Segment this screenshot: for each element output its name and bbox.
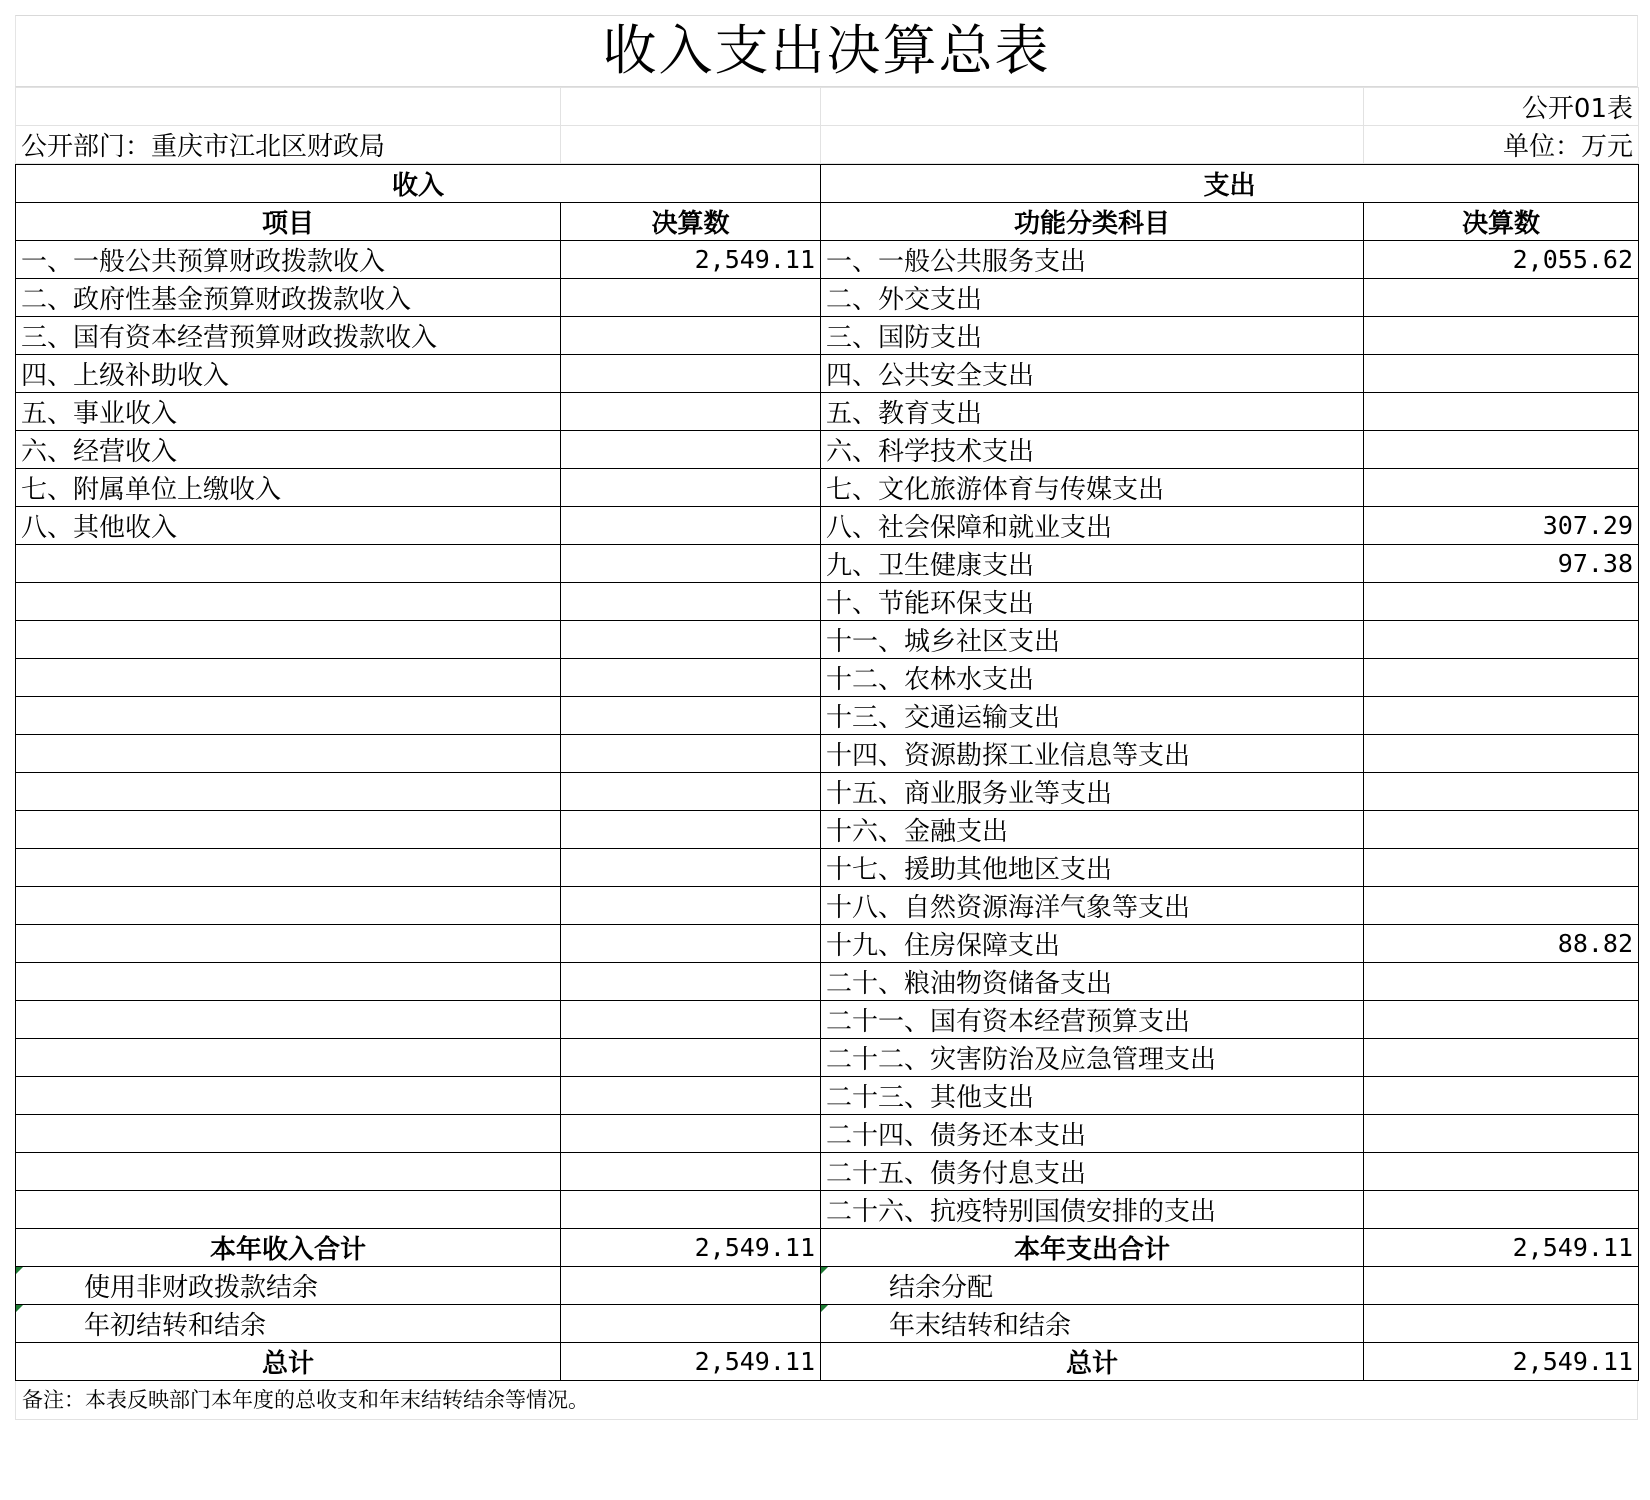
income-item-cell[interactable] — [16, 1115, 561, 1153]
income-amount-cell[interactable] — [561, 1153, 821, 1191]
income-item-cell[interactable]: 五、事业收入 — [16, 393, 561, 431]
expense-amount-cell[interactable] — [1364, 1153, 1639, 1191]
income-item-cell[interactable]: 四、上级补助收入 — [16, 355, 561, 393]
sheet-title: 收入支出决算总表 — [15, 15, 1638, 87]
income-amount-cell[interactable] — [561, 735, 821, 773]
expense-extra-amount[interactable] — [1364, 1305, 1639, 1343]
income-item-cell[interactable] — [16, 735, 561, 773]
income-subtotal-label: 本年收入合计 — [16, 1229, 561, 1267]
expense-item-cell[interactable]: 九、卫生健康支出 — [821, 545, 1364, 583]
expense-item-cell[interactable]: 一、一般公共服务支出 — [821, 241, 1364, 279]
income-item-cell[interactable] — [16, 773, 561, 811]
total-row — [16, 1343, 1639, 1381]
expense-amount-cell[interactable] — [1364, 317, 1639, 355]
expense-item-cell[interactable]: 十三、交通运输支出 — [821, 697, 1364, 735]
income-item-cell[interactable] — [16, 697, 561, 735]
expense-item-cell[interactable]: 六、科学技术支出 — [821, 431, 1364, 469]
income-item-cell[interactable]: 七、附属单位上缴收入 — [16, 469, 561, 507]
expense-amount-cell[interactable] — [1364, 583, 1639, 621]
table-row — [16, 317, 1639, 355]
income-amount-cell[interactable] — [561, 1039, 821, 1077]
table-row — [16, 507, 1639, 545]
income-amount-cell[interactable] — [561, 773, 821, 811]
meta-cell — [821, 88, 1364, 126]
expense-amount-cell[interactable] — [1364, 279, 1639, 317]
income-total-amount[interactable]: 2,549.11 — [561, 1343, 821, 1381]
table-row — [16, 355, 1639, 393]
meta-cell — [16, 88, 561, 126]
expense-amount-cell[interactable] — [1364, 811, 1639, 849]
table-row — [16, 925, 1639, 963]
expense-amount-cell[interactable] — [1364, 1039, 1639, 1077]
expense-item-cell[interactable]: 八、社会保障和就业支出 — [821, 507, 1364, 545]
table-row — [16, 1039, 1639, 1077]
income-amount-cell[interactable] — [561, 925, 821, 963]
income-item-cell[interactable] — [16, 811, 561, 849]
income-item-cell[interactable] — [16, 1039, 561, 1077]
table-row — [16, 659, 1639, 697]
table-row — [16, 1153, 1639, 1191]
income-amount-cell[interactable] — [561, 1191, 821, 1229]
expense-item-cell[interactable]: 十四、资源勘探工业信息等支出 — [821, 735, 1364, 773]
income-item-cell[interactable] — [16, 659, 561, 697]
expense-header: 支出 — [821, 165, 1639, 203]
income-amount-cell[interactable] — [561, 621, 821, 659]
expense-amount-cell[interactable] — [1364, 1077, 1639, 1115]
expense-amount-cell[interactable] — [1364, 735, 1639, 773]
expense-item-cell[interactable]: 二十六、抗疫特别国债安排的支出 — [821, 1191, 1364, 1229]
comment-marker-icon — [821, 1267, 828, 1274]
expense-amount-cell[interactable] — [1364, 697, 1639, 735]
expense-item-cell[interactable]: 三、国防支出 — [821, 317, 1364, 355]
expense-amount-cell[interactable]: 88.82 — [1364, 925, 1639, 963]
income-item-cell[interactable] — [16, 1001, 561, 1039]
meta-cell — [821, 126, 1364, 164]
income-amount-cell[interactable] — [561, 469, 821, 507]
table-row — [16, 545, 1639, 583]
expense-amount-cell[interactable]: 307.29 — [1364, 507, 1639, 545]
expense-item-cell[interactable]: 二十五、债务付息支出 — [821, 1153, 1364, 1191]
income-item-cell[interactable] — [16, 963, 561, 1001]
comment-marker-icon — [16, 1267, 23, 1274]
income-amount-cell[interactable] — [561, 431, 821, 469]
income-amount-cell[interactable] — [561, 583, 821, 621]
income-item-cell[interactable] — [16, 1077, 561, 1115]
income-item-cell[interactable] — [16, 925, 561, 963]
income-amount-cell[interactable] — [561, 317, 821, 355]
expense-amount-cell[interactable] — [1364, 393, 1639, 431]
income-amount-cell[interactable] — [561, 811, 821, 849]
extra-row — [16, 1267, 1639, 1305]
table-row — [16, 279, 1639, 317]
meta-cell — [561, 88, 821, 126]
table-row — [16, 887, 1639, 925]
expense-item-cell[interactable]: 二十四、债务还本支出 — [821, 1115, 1364, 1153]
expense-item-cell[interactable]: 十九、住房保障支出 — [821, 925, 1364, 963]
expense-item-cell[interactable]: 二十二、灾害防治及应急管理支出 — [821, 1039, 1364, 1077]
income-item-cell[interactable] — [16, 545, 561, 583]
form-number: 公开01表 — [1364, 88, 1639, 126]
income-amount-cell[interactable] — [561, 507, 821, 545]
income-amount-cell[interactable] — [561, 355, 821, 393]
income-amount-cell[interactable] — [561, 697, 821, 735]
table-row — [16, 1115, 1639, 1153]
expense-extra-label: 结余分配 — [821, 1267, 1364, 1305]
sheet-meta — [15, 87, 1639, 164]
expense-subtotal-label: 本年支出合计 — [821, 1229, 1364, 1267]
income-amount-cell[interactable] — [561, 279, 821, 317]
extra-row — [16, 1305, 1639, 1343]
income-item-cell[interactable]: 三、国有资本经营预算财政拨款收入 — [16, 317, 561, 355]
expense-item-cell[interactable]: 十五、商业服务业等支出 — [821, 773, 1364, 811]
income-item-cell[interactable]: 一、一般公共预算财政拨款收入 — [16, 241, 561, 279]
income-subtotal-amount[interactable]: 2,549.11 — [561, 1229, 821, 1267]
income-item-cell[interactable] — [16, 1191, 561, 1229]
meta-cell — [561, 126, 821, 164]
income-extra-amount[interactable] — [561, 1267, 821, 1305]
income-item-cell[interactable] — [16, 621, 561, 659]
expense-item-cell[interactable]: 十二、农林水支出 — [821, 659, 1364, 697]
table-row — [16, 583, 1639, 621]
income-amount-cell[interactable] — [561, 849, 821, 887]
expense-amount-cell[interactable] — [1364, 1115, 1639, 1153]
table-row — [16, 1001, 1639, 1039]
income-header: 收入 — [16, 165, 821, 203]
table-row — [16, 621, 1639, 659]
expense-item-cell[interactable]: 二十一、国有资本经营预算支出 — [821, 1001, 1364, 1039]
income-item-cell[interactable] — [16, 887, 561, 925]
expense-amount-cell[interactable] — [1364, 773, 1639, 811]
income-amount-cell[interactable] — [561, 887, 821, 925]
table-row — [16, 1191, 1639, 1229]
income-item-cell[interactable]: 二、政府性基金预算财政拨款收入 — [16, 279, 561, 317]
income-amount-cell[interactable] — [561, 545, 821, 583]
table-row — [16, 773, 1639, 811]
table-row — [16, 697, 1639, 735]
expense-item-cell[interactable]: 五、教育支出 — [821, 393, 1364, 431]
table-footer — [16, 1229, 1639, 1381]
expense-amount-cell[interactable] — [1364, 621, 1639, 659]
budget-table — [15, 164, 1639, 1381]
expense-item-cell[interactable]: 十一、城乡社区支出 — [821, 621, 1364, 659]
department-label: 公开部门：重庆市江北区财政局 — [16, 126, 561, 164]
table-row — [16, 849, 1639, 887]
expense-item-cell[interactable]: 四、公共安全支出 — [821, 355, 1364, 393]
income-amount-cell[interactable]: 2,549.11 — [561, 241, 821, 279]
amount-column-header: 决算数 — [561, 203, 821, 241]
income-amount-cell[interactable] — [561, 1115, 821, 1153]
expense-amount-cell[interactable] — [1364, 659, 1639, 697]
expense-item-cell[interactable]: 二、外交支出 — [821, 279, 1364, 317]
function-column-header: 功能分类科目 — [821, 203, 1364, 241]
item-column-header: 项目 — [16, 203, 561, 241]
expense-item-cell[interactable]: 十六、金融支出 — [821, 811, 1364, 849]
expense-item-cell[interactable]: 七、文化旅游体育与传媒支出 — [821, 469, 1364, 507]
expense-item-cell[interactable]: 二十、粮油物资储备支出 — [821, 963, 1364, 1001]
table-row — [16, 1077, 1639, 1115]
expense-subtotal-amount[interactable]: 2,549.11 — [1364, 1229, 1639, 1267]
expense-total-amount[interactable]: 2,549.11 — [1364, 1343, 1639, 1381]
income-item-cell[interactable] — [16, 849, 561, 887]
expense-item-cell[interactable]: 十、节能环保支出 — [821, 583, 1364, 621]
income-extra-amount[interactable] — [561, 1305, 821, 1343]
income-item-cell[interactable] — [16, 583, 561, 621]
expense-amount-cell[interactable] — [1364, 1191, 1639, 1229]
income-amount-cell[interactable] — [561, 1077, 821, 1115]
income-total-label: 总计 — [16, 1343, 561, 1381]
income-item-cell[interactable] — [16, 1153, 561, 1191]
table-row — [16, 735, 1639, 773]
expense-extra-label: 年末结转和结余 — [821, 1305, 1364, 1343]
table-row — [16, 963, 1639, 1001]
expense-item-cell[interactable]: 十七、援助其他地区支出 — [821, 849, 1364, 887]
unit-label: 单位：万元 — [1364, 126, 1639, 164]
income-amount-cell[interactable] — [561, 659, 821, 697]
table-row — [16, 393, 1639, 431]
expense-amount-cell[interactable] — [1364, 849, 1639, 887]
income-amount-cell[interactable] — [561, 963, 821, 1001]
income-extra-label: 使用非财政拨款结余 — [16, 1267, 561, 1305]
financial-sheet — [15, 15, 1638, 1420]
table-row — [16, 811, 1639, 849]
income-amount-cell[interactable] — [561, 393, 821, 431]
income-item-cell[interactable]: 八、其他收入 — [16, 507, 561, 545]
expense-total-label: 总计 — [821, 1343, 1364, 1381]
expense-amount-cell[interactable]: 2,055.62 — [1364, 241, 1639, 279]
amount-column-header: 决算数 — [1364, 203, 1639, 241]
table-row — [16, 431, 1639, 469]
expense-amount-cell[interactable] — [1364, 1001, 1639, 1039]
income-extra-label: 年初结转和结余 — [16, 1305, 561, 1343]
income-amount-cell[interactable] — [561, 1001, 821, 1039]
expense-amount-cell[interactable] — [1364, 355, 1639, 393]
expense-item-cell[interactable]: 十八、自然资源海洋气象等支出 — [821, 887, 1364, 925]
expense-item-cell[interactable]: 二十三、其他支出 — [821, 1077, 1364, 1115]
table-body — [16, 241, 1639, 1229]
expense-amount-cell[interactable] — [1364, 431, 1639, 469]
comment-marker-icon — [16, 1305, 23, 1312]
subtotal-row — [16, 1229, 1639, 1267]
table-row — [16, 241, 1639, 279]
comment-marker-icon — [821, 1305, 828, 1312]
footnote: 备注：本表反映部门本年度的总收支和年末结转结余等情况。 — [15, 1381, 1638, 1420]
income-item-cell[interactable]: 六、经营收入 — [16, 431, 561, 469]
expense-amount-cell[interactable]: 97.38 — [1364, 545, 1639, 583]
expense-extra-amount[interactable] — [1364, 1267, 1639, 1305]
expense-amount-cell[interactable] — [1364, 963, 1639, 1001]
expense-amount-cell[interactable] — [1364, 469, 1639, 507]
expense-amount-cell[interactable] — [1364, 887, 1639, 925]
table-row — [16, 469, 1639, 507]
